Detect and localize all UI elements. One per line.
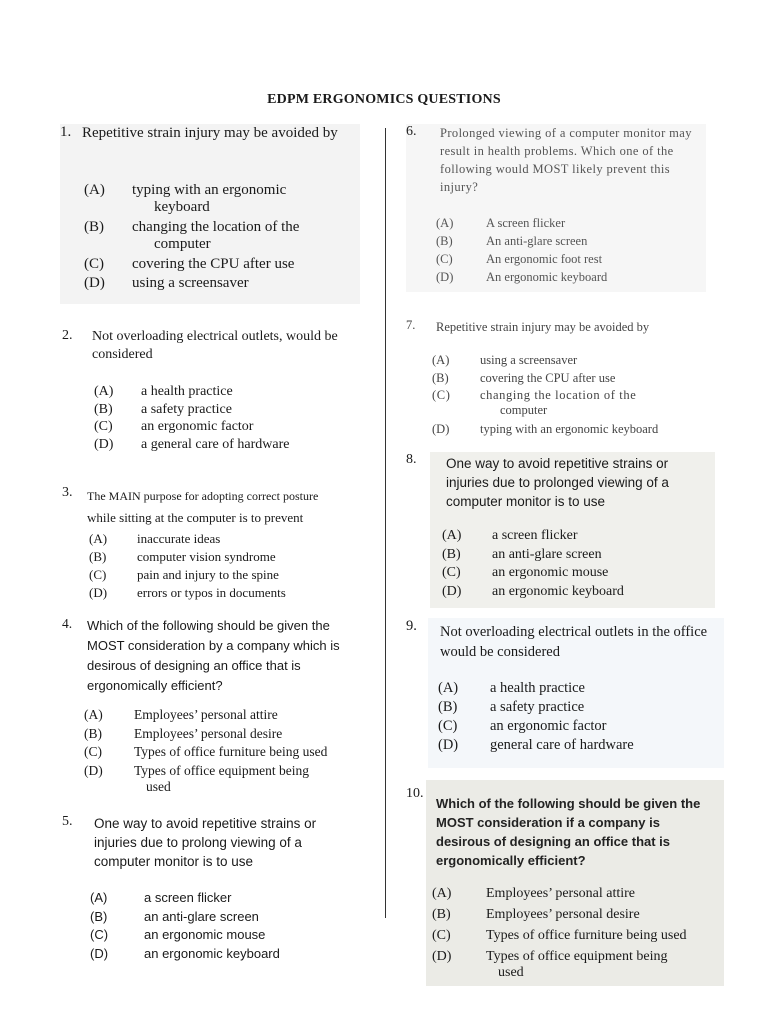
option-text: A screen flicker: [486, 216, 566, 230]
option-text: a screen flicker: [492, 528, 578, 543]
question-number: 5.: [62, 814, 73, 829]
option-label: (D): [432, 422, 450, 436]
option-label: (A): [84, 707, 103, 722]
question-stem: Repetitive strain injury may be avoided by: [82, 125, 338, 141]
option-label: (D): [94, 436, 114, 452]
option-text: typing with an ergonomic keyboard: [480, 422, 659, 436]
question-stem-line-1: The MAIN purpose for adopting correct posture: [87, 489, 319, 503]
option-text: computer vision syndrome: [137, 549, 276, 564]
option-label: (D): [90, 945, 109, 961]
question-8: [406, 452, 710, 608]
option-text: a health practice: [141, 384, 233, 399]
option-label: (D): [84, 275, 105, 291]
options-list: [84, 182, 344, 294]
question-stem: One way to avoid repetitive strains or injuries due to prolonged viewing of a computer monitor is to use: [446, 456, 669, 509]
option-text-continued: used: [498, 965, 524, 980]
option-label: (B): [438, 699, 458, 715]
option-text: an ergonomic mouse: [492, 565, 609, 580]
option-label: (B): [89, 549, 107, 564]
option-label: (C): [94, 419, 113, 434]
option-label: (D): [84, 762, 103, 778]
option-label: (C): [442, 565, 461, 580]
option-text: a screen flicker: [144, 890, 232, 905]
question-stem-line-2: while sitting at the computer is to prevent: [87, 510, 304, 525]
option-text: Types of office furniture being used: [486, 928, 687, 943]
option-label: (B): [84, 725, 102, 741]
option-text: an ergonomic keyboard: [492, 583, 624, 599]
option-text: an ergonomic factor: [141, 419, 254, 434]
option-label: (A): [442, 528, 462, 543]
option-label: (C): [89, 567, 107, 582]
option-text: Employees’ personal desire: [134, 725, 283, 741]
option-a: [84, 182, 344, 219]
question-stem: One way to avoid repetitive strains or injuries due to prolong viewing of a computer monitor is to use: [94, 816, 317, 869]
option-text: an ergonomic keyboard: [144, 945, 280, 961]
option-text-continued: computer: [500, 403, 548, 417]
question-stem: Prolonged viewing of a computer monitor may result in health problems. Which one of the following would MOST likely prevent this injury?: [440, 126, 692, 194]
option-text: Employees’ personal desire: [486, 907, 640, 922]
option-label: (A): [438, 680, 459, 696]
option-text: a health practice: [490, 680, 585, 696]
option-label: (C): [90, 927, 109, 942]
option-label: (A): [90, 890, 108, 905]
option-text: a safety practice: [490, 699, 585, 715]
option-c: [84, 256, 344, 275]
option-label: (A): [436, 216, 454, 230]
option-text: covering the CPU after use: [132, 256, 295, 272]
question-stem: Repetitive strain injury may be avoided by: [436, 320, 650, 334]
option-label: (B): [432, 370, 449, 385]
option-label: (C): [84, 744, 102, 759]
option-text: typing with an ergonomic: [132, 182, 287, 198]
question-number: 8.: [406, 452, 417, 467]
question-number: 1.: [60, 124, 72, 140]
option-text: changing the location of the: [132, 219, 300, 235]
option-label: (A): [94, 384, 114, 399]
option-text: An ergonomic foot rest: [486, 252, 603, 266]
question-number: 6.: [406, 124, 417, 139]
option-text: Employees’ personal attire: [134, 707, 278, 722]
option-label: (B): [432, 907, 451, 922]
question-stem: Which of the following should be given the MOST consideration by a company which is desirous of designing an office that is ergonomically efficient?: [87, 618, 340, 693]
option-label: (D): [442, 583, 462, 599]
option-text: an ergonomic mouse: [144, 927, 266, 942]
option-label: (D): [436, 270, 454, 284]
option-text: An ergonomic keyboard: [486, 270, 608, 284]
option-label: (C): [84, 256, 104, 272]
option-text: Types of office equipment being: [486, 949, 668, 964]
option-text: Types of office furniture being used: [134, 744, 328, 759]
option-text: inaccurate ideas: [137, 531, 221, 546]
option-label: (A): [89, 531, 108, 546]
option-label: (D): [432, 949, 452, 964]
option-text-continued: keyboard: [154, 199, 210, 215]
option-label: (C): [438, 718, 458, 734]
column-divider: [385, 128, 386, 918]
option-label: (D): [438, 737, 459, 753]
option-label: (D): [89, 585, 108, 600]
option-label: (B): [90, 908, 108, 924]
option-label: (A): [432, 353, 450, 367]
option-text: changing the location of the: [480, 388, 637, 402]
option-d: [84, 275, 344, 294]
option-label: (C): [432, 928, 451, 943]
question-number: 10.: [406, 786, 424, 801]
question-stem: Not overloading electrical outlets, would be considered: [92, 329, 338, 362]
option-label: (A): [84, 182, 105, 198]
option-label: (B): [84, 219, 104, 235]
option-label: (B): [442, 546, 461, 562]
option-text: Types of office equipment being: [134, 762, 310, 778]
option-text: errors or typos in documents: [137, 585, 286, 600]
option-label: (B): [436, 234, 453, 248]
option-label: (C): [432, 388, 451, 402]
question-stem: Not overloading electrical outlets in the office would be considered: [440, 624, 708, 660]
question-number: 3.: [62, 485, 73, 500]
page-title: EDPM ERGONOMICS QUESTIONS: [267, 92, 501, 107]
question-10: [406, 780, 722, 986]
option-text: pain and injury to the spine: [137, 567, 279, 582]
option-label: (A): [432, 886, 452, 901]
question-number: 2.: [62, 328, 73, 343]
option-text: an anti-glare screen: [144, 908, 259, 924]
option-text: a general care of hardware: [141, 436, 290, 452]
option-text: a safety practice: [141, 401, 232, 417]
option-text: using a screensaver: [480, 353, 578, 367]
option-b: [84, 219, 344, 256]
question-stem: Which of the following should be given the MOST consideration if a company is desirous of designing an office that is ergonomically efficient?: [436, 796, 701, 868]
question-number: 7.: [406, 318, 416, 332]
option-label: (B): [94, 401, 113, 417]
question-1: [60, 124, 360, 304]
option-text: covering the CPU after use: [480, 370, 616, 385]
option-text: general care of hardware: [490, 737, 634, 753]
question-stem: [87, 485, 377, 528]
option-text: Employees’ personal attire: [486, 886, 636, 901]
question-number: 9.: [406, 618, 417, 634]
option-text: using a screensaver: [132, 275, 249, 291]
option-text: an anti-glare screen: [492, 546, 602, 562]
option-text: An anti-glare screen: [486, 234, 588, 248]
option-text: an ergonomic factor: [490, 718, 607, 734]
question-9: [406, 618, 722, 768]
question-number: 4.: [62, 616, 73, 631]
option-text-continued: computer: [154, 236, 211, 252]
option-label: (C): [436, 252, 453, 266]
question-6: [406, 124, 706, 292]
option-text-continued: used: [146, 778, 171, 794]
